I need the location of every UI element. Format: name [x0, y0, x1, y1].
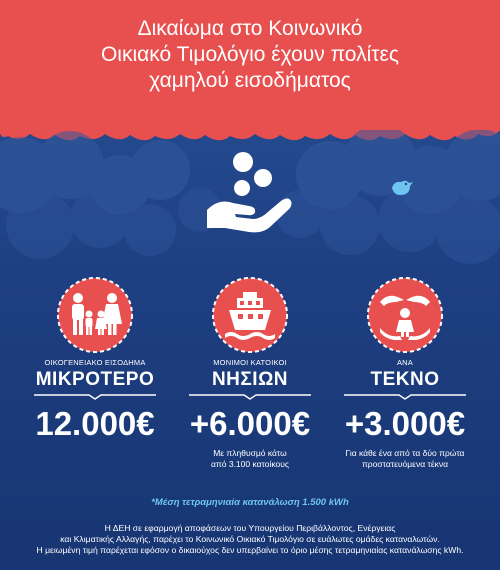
note-line: Για κάθε ένα από τα δύο πρώτα — [345, 448, 465, 458]
criterion-amount: +3.000€ — [344, 405, 466, 442]
disclaimer-line: και Κλιματικής Αλλαγής, παρέχει το Κοινωνικό Οικιακό Τιμολόγιο σε ευάλωτες ομάδες καταναλωτών. — [60, 534, 440, 544]
criterion-income — [20, 276, 170, 466]
criterion-amount: 12.000€ — [35, 405, 155, 442]
label-underline — [34, 394, 156, 400]
criterion-amount: +6.000€ — [189, 405, 311, 442]
protected-child-icon — [366, 276, 444, 354]
criterion-note — [330, 448, 480, 470]
criterion-caption: ΟΙΚΟΓΕΝΕΙΑΚΟ ΕΙΣΟΔΗΜΑ — [44, 358, 146, 367]
title-line: Δικαίωμα στο Κοινωνικό — [137, 17, 363, 40]
criterion-islands — [175, 276, 325, 469]
disclaimer-line: Η μειωμένη τιμή παρέχεται εφόσον ο δικαιούχος δεν υπερβαίνει το όριο μέσης τετραμηνιαίας κατανάλωσης kWh. — [36, 545, 464, 555]
note-line: από 3.100 κατοίκους — [210, 459, 290, 469]
ship-icon — [211, 276, 289, 354]
label-underline — [189, 394, 311, 400]
label-underline — [344, 394, 466, 400]
criterion-label: ΝΗΣΙΩΝ — [211, 369, 289, 390]
criterion-note — [175, 448, 325, 470]
bird-icon — [389, 178, 413, 198]
consumption-footnote: *Μέση τετραμηνιαία κατανάλωση 1.500 kWh — [151, 497, 349, 508]
criterion-caption: ΑΝΑ — [396, 358, 414, 367]
criterion-child — [330, 276, 480, 469]
criterion-label: ΜΙΚΡΟΤΕΡΟ — [35, 369, 155, 390]
family-icon — [56, 276, 134, 354]
title-line: χαμηλού εισοδήματος — [149, 69, 351, 92]
page-title — [20, 16, 480, 94]
disclaimer-line: Η ΔΕΗ σε εφαρμογή αποφάσεων του Υπουργείου Περιβάλλοντος, Ενέργειας — [104, 523, 396, 533]
criterion-caption: ΜΟΝΙΜΟΙ ΚΑΤΟΙΚΟΙ — [213, 358, 287, 367]
note-line: προστατευόμενα τέκνα — [361, 459, 449, 469]
criterion-label: ΤΕΚΝΟ — [370, 369, 440, 390]
disclaimer-text — [0, 523, 500, 556]
note-line: Με πληθυσμό κάτω — [213, 448, 287, 458]
title-line: Οικιακό Τιμολόγιο έχουν πολίτες — [100, 43, 400, 66]
hand-with-coins-icon — [205, 148, 295, 236]
